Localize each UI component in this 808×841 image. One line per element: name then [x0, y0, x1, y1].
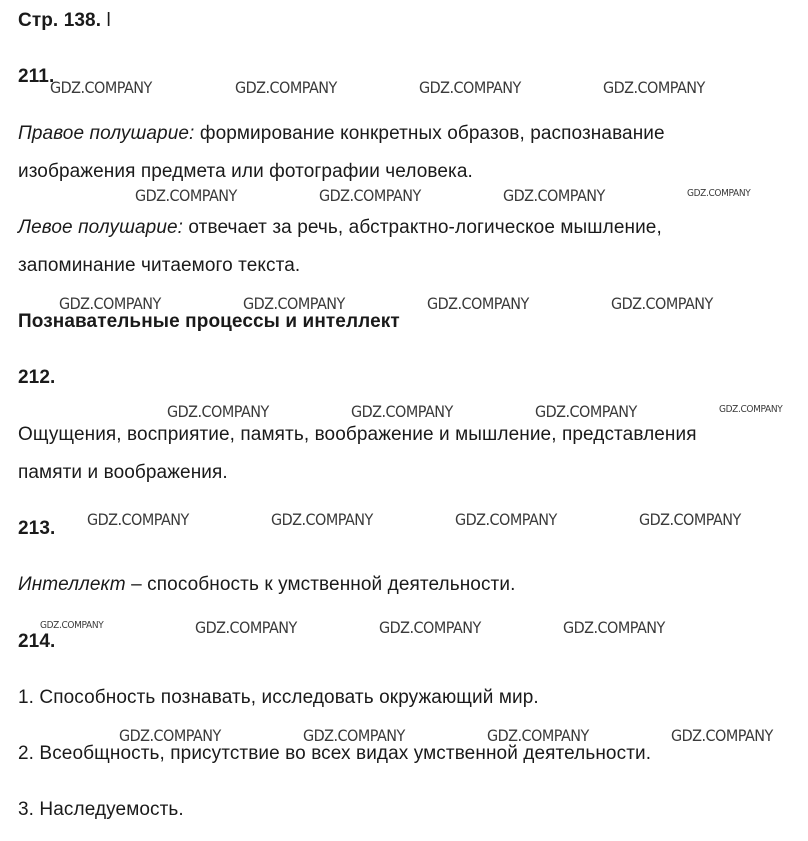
watermark-text: GDZ.COMPANY — [40, 620, 104, 631]
watermark-text: GDZ.COMPANY — [719, 404, 783, 415]
task-214-item-2: 2. Всеобщность, присутствие во всех видах умственной деятельности. — [18, 743, 652, 764]
page-title-mark: l — [106, 10, 111, 31]
watermark-text: GDZ.COMPANY — [455, 510, 557, 529]
watermark-text: GDZ.COMPANY — [87, 510, 189, 529]
watermark-text: GDZ.COMPANY — [639, 510, 741, 529]
intellect-definition: – способность к умственной деятельности. — [125, 574, 516, 595]
watermark-text: GDZ.COMPANY — [271, 510, 373, 529]
watermark-text: GDZ.COMPANY — [119, 726, 221, 745]
watermark-text: GDZ.COMPANY — [427, 294, 529, 313]
watermark-text: GDZ.COMPANY — [243, 294, 345, 313]
watermark-text: GDZ.COMPANY — [687, 188, 751, 199]
watermark-text: GDZ.COMPANY — [351, 402, 453, 421]
watermark-text: GDZ.COMPANY — [303, 726, 405, 745]
task-212-line-2: памяти и воображения. — [18, 462, 228, 483]
watermark-text: GDZ.COMPANY — [135, 186, 237, 205]
left-hemisphere-term: Левое полушарие: — [18, 217, 184, 238]
watermark-text: GDZ.COMPANY — [487, 726, 589, 745]
watermark-text: GDZ.COMPANY — [671, 726, 773, 745]
task-211-line-4: запоминание читаемого текста. — [18, 255, 301, 276]
watermark-text: GDZ.COMPANY — [563, 618, 665, 637]
watermark-text: GDZ.COMPANY — [59, 294, 161, 313]
page-title-text: Стр. 138. — [18, 10, 107, 31]
page-title — [18, 2, 111, 40]
watermark-text: GDZ.COMPANY — [50, 78, 152, 97]
section-heading: Познавательные процессы и интеллект — [18, 311, 400, 332]
right-hemisphere-text: формирование конкретных образов, распознавание — [194, 123, 665, 144]
task-number-214: 214. — [18, 631, 56, 652]
task-number-211: 211. — [18, 66, 55, 87]
watermark-text: GDZ.COMPANY — [535, 402, 637, 421]
task-213-line — [18, 566, 515, 604]
left-hemisphere-text: отвечает за речь, абстрактно-логическое мышление, — [183, 217, 662, 238]
task-211-line-3 — [18, 209, 662, 247]
watermark-text: GDZ.COMPANY — [195, 618, 297, 637]
watermark-text: GDZ.COMPANY — [167, 402, 269, 421]
task-number-212: 212. — [18, 367, 56, 388]
watermark-text: GDZ.COMPANY — [503, 186, 605, 205]
watermark-text: GDZ.COMPANY — [379, 618, 481, 637]
task-211-line-1 — [18, 115, 665, 153]
intellect-term: Интеллект — [18, 574, 126, 595]
watermark-text: GDZ.COMPANY — [235, 78, 337, 97]
task-214-item-3: 3. Наследуемость. — [18, 799, 184, 820]
task-214-item-1: 1. Способность познавать, исследовать окружающий мир. — [18, 687, 539, 708]
watermark-text: GDZ.COMPANY — [419, 78, 521, 97]
watermark-text: GDZ.COMPANY — [611, 294, 713, 313]
task-211-line-2: изображения предмета или фотографии человека. — [18, 161, 473, 182]
watermark-text: GDZ.COMPANY — [319, 186, 421, 205]
task-number-213: 213. — [18, 518, 56, 539]
task-212-line-1: Ощущения, восприятие, память, воображение и мышление, представления — [18, 424, 697, 445]
right-hemisphere-term: Правое полушарие: — [18, 123, 195, 144]
watermark-text: GDZ.COMPANY — [603, 78, 705, 97]
